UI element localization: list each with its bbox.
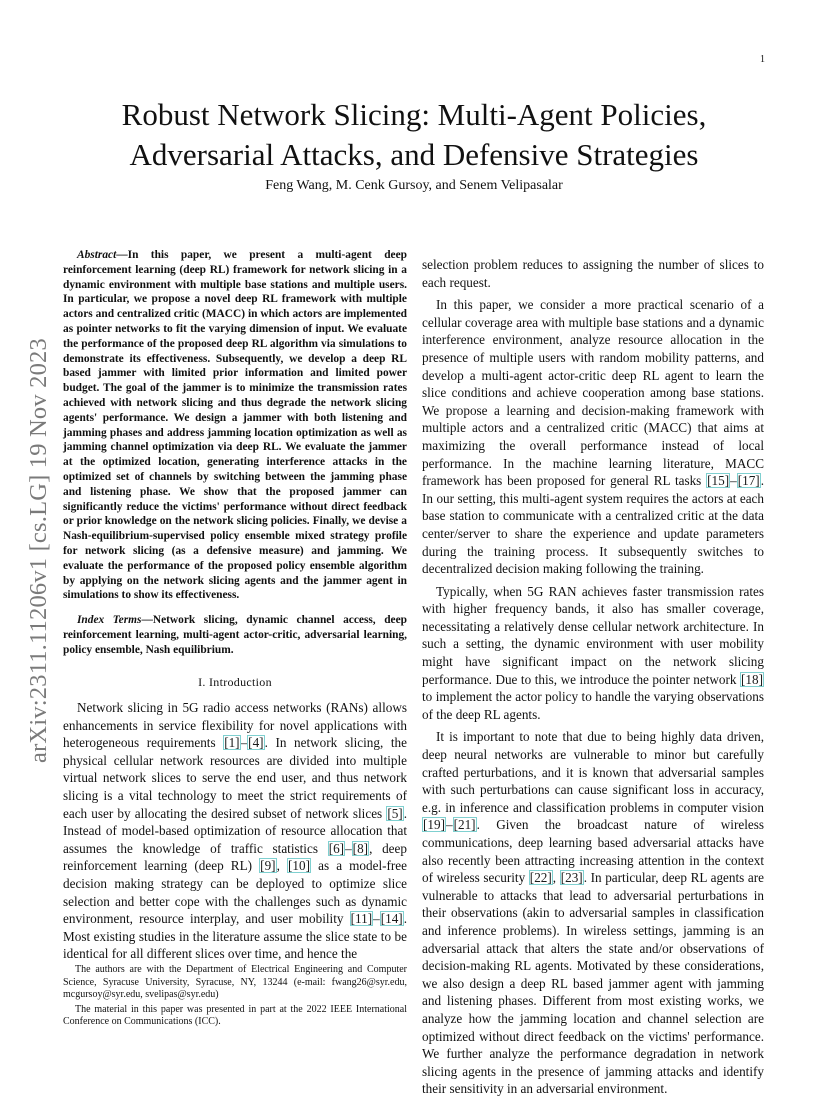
citation-link[interactable]: [17] — [737, 473, 760, 489]
body-paragraph — [422, 583, 764, 724]
continued-paragraph: selection problem reduces to assigning the number of slices to each request. — [422, 257, 764, 290]
abstract-label: Abstract — [77, 249, 117, 261]
text-run: , — [552, 870, 560, 886]
body-paragraph — [422, 296, 764, 578]
abstract — [63, 248, 407, 603]
intro-paragraph — [63, 699, 407, 963]
footnote-conference: The material in this paper was presented in part at the 2022 IEEE International Conference on Communications (ICC). — [63, 1003, 407, 1028]
section-heading: I. Introduction — [198, 674, 272, 689]
text-run: , deep reinforcement learning (deep RL) — [63, 840, 407, 874]
text-run: – — [373, 911, 380, 927]
body-paragraph — [422, 728, 764, 1097]
citation-link[interactable]: [9] — [260, 858, 276, 874]
abstract-text: —In this paper, we present a multi-agent deep reinforcement learning (deep RL) framework for network slicing in a dynamic environment with multiple base stations and multiple users. In particular, we propose a novel deep RL framework with multiple actors and centralized critic (MACC) in which actors are implemented as pointer networks to fit the varying dimension of input. We evaluate the performance of the proposed deep RL algorithm via simulations to demonstrate its effectiveness. Subsequently, we develop a deep RL based jammer with limited prior information and limited power budget. The goal of the jammer is to minimize the transmission rates achieved with network slicing and thus degrade the network slicing agents' performance. We design a jammer with both listening and jamming phases and address jamming location optimization as well as jamming channel optimization via deep RL. We evaluate the jammer at the optimized location, generating interference attacks in the optimized set of channels by switching between the jamming phase and listening phase. We show that the proposed jammer can significantly reduce the victims' performance without direct feedback or prior knowledge on the network slicing policies. Finally, we devise a Nash-equilibrium-supervised policy ensemble mixed strategy profile for network slicing (as a defensive measure) and jamming. We evaluate the performance of the proposed policy ensemble algorithm by applying on the network slicing agents and the jammer agent in simulations to show its effectiveness. — [63, 249, 407, 602]
left-column — [63, 248, 407, 968]
footnotes — [63, 964, 407, 1031]
citation-link[interactable]: [21] — [453, 817, 476, 833]
text-run: . Given the broadcast nature of wireless communications, deep learning based adversarial attacks have also recently been attracting increasing attention in the context of wireless security — [422, 817, 764, 886]
text-run: – — [240, 735, 248, 751]
text-run: . In our setting, this multi-agent system requires the actors at each base station to communicate with a centralized critic at the data center/server to share the experience and update parameters during the training process. It subsequently switches to decentralized decision making following the training. — [422, 473, 764, 577]
citation-link[interactable]: [5] — [387, 805, 403, 821]
citation-link[interactable]: [8] — [352, 840, 369, 856]
citation-link[interactable]: [14] — [380, 911, 403, 927]
text-run: . In particular, deep RL agents are vulnerable to attacks that lead to adversarial perturbations in their observations (akin to adversarial samples in classification and inference problems). In wireless settings, jamming is an adversarial attack that alters the state and/or observations of decision-making RL agents. Motivated by these considerations, we also design a deep RL based jammer agent with jamming and listening phases. Different from most existing works, we analyze how the jamming location and channel selection are optimized without direct feedback on the victims' performance. We further analyze the performance degradation in network slicing agents in the presence of jamming attacks and identify their sensitivity in an adversarial environment. — [422, 870, 764, 1097]
text-run: It is important to note that due to being highly data driven, deep neural networks are vulnerable to minor but carefully crafted perturbations, and it is known that adversarial samples with such perturbations can cause significant loss in accuracy, e.g. in inference and classification problems in computer vision — [422, 729, 764, 815]
title-line: Robust Network Slicing: Multi-Agent Policies, — [121, 97, 707, 132]
citation-link[interactable]: [1] — [224, 735, 240, 751]
citation-link[interactable]: [18] — [741, 671, 763, 687]
text-run: , — [276, 858, 287, 874]
citation-link[interactable]: [23] — [560, 870, 583, 886]
right-column — [422, 256, 764, 1103]
title-line: Adversarial Attacks, and Defensive Strategies — [129, 137, 699, 172]
text-run: Network slicing in 5G radio access networks (RANs) allows enhancements in service flexibility for novel applications with heterogeneous requirements — [63, 700, 407, 751]
text-run: . Instead of model-based optimization of resource allocation that assumes the knowledge of traffic statistics — [63, 805, 407, 856]
citation-link[interactable]: [6] — [328, 840, 345, 856]
text-run: – — [345, 840, 352, 856]
index-terms-text: —Network slicing, dynamic channel access, deep reinforcement learning, multi-agent actor-critic, adversarial learning, policy ensemble, Nash equilibrium. — [63, 614, 407, 656]
text-run: Typically, when 5G RAN achieves faster transmission rates with higher frequency bands, it also has smaller coverage, necessitating a relatively dense cellular network architecture. In such a setting, the dynamic environment with user mobility might have significant impact on the network slicing performance. Due to this, we introduce the pointer network — [422, 583, 764, 687]
text-run: – — [730, 473, 737, 489]
index-terms-label: Index Terms — [77, 614, 142, 627]
author-list: Feng Wang, M. Cenk Gursoy, and Senem Velipasalar — [265, 178, 563, 193]
citation-link[interactable]: [11] — [350, 911, 373, 927]
text-run: . In network slicing, the physical cellular network resources are divided into multiple virtual network slices to serve the end user, and thus network slicing is a vital technology to meet the strict requirements of each user by allocating the desired subset of network slices — [63, 735, 407, 821]
index-terms — [63, 613, 407, 657]
arxiv-stamp[interactable]: arXiv:2311.11206v1 [cs.LG] 19 Nov 2023 — [25, 338, 52, 763]
citation-link[interactable]: [15] — [707, 473, 730, 489]
page-number: 1 — [760, 54, 765, 65]
citation-link[interactable]: [10] — [287, 858, 310, 874]
footnote-affiliation: The authors are with the Department of Electrical Engineering and Computer Science, Syracuse University, Syracuse, NY, 13244 (e-mail: fwang26@syr.edu, mcgursoy@syr.edu, svelipas@syr.edu) — [63, 964, 407, 1001]
text-run: . Most existing studies in the literature assume the slice state to be identical for all different slices over time, and hence the — [63, 911, 407, 962]
text-run: In this paper, we consider a more practical scenario of a cellular coverage area with multiple base stations and a dynamic interference environment, analyze resource allocation in the presence of multiple users with random mobility patterns, and develop a multi-agent actor-critic deep RL agent to learn the slice conditions and achieve cooperation among base stations. We propose a learning and decision-making framework with multiple actors and a centralized critic (MACC) that aims at maximizing the overall performance instead of local performance. In the machine learning literature, MACC framework has been proposed for general RL tasks — [422, 297, 764, 489]
paper-title — [60, 95, 768, 175]
text-run: – — [445, 817, 453, 833]
citation-link[interactable]: [19] — [423, 817, 445, 833]
text-run: as a model-free decision making strategy can be deployed to optimize slice selection and better cope with the challenges such as dynamic environment, resource interplay, and user mobility — [63, 858, 408, 927]
citation-link[interactable]: [22] — [529, 870, 552, 886]
text-run: to implement the actor policy to handle the varying observations of the deep RL agents. — [422, 689, 764, 722]
citation-link[interactable]: [4] — [248, 735, 264, 751]
